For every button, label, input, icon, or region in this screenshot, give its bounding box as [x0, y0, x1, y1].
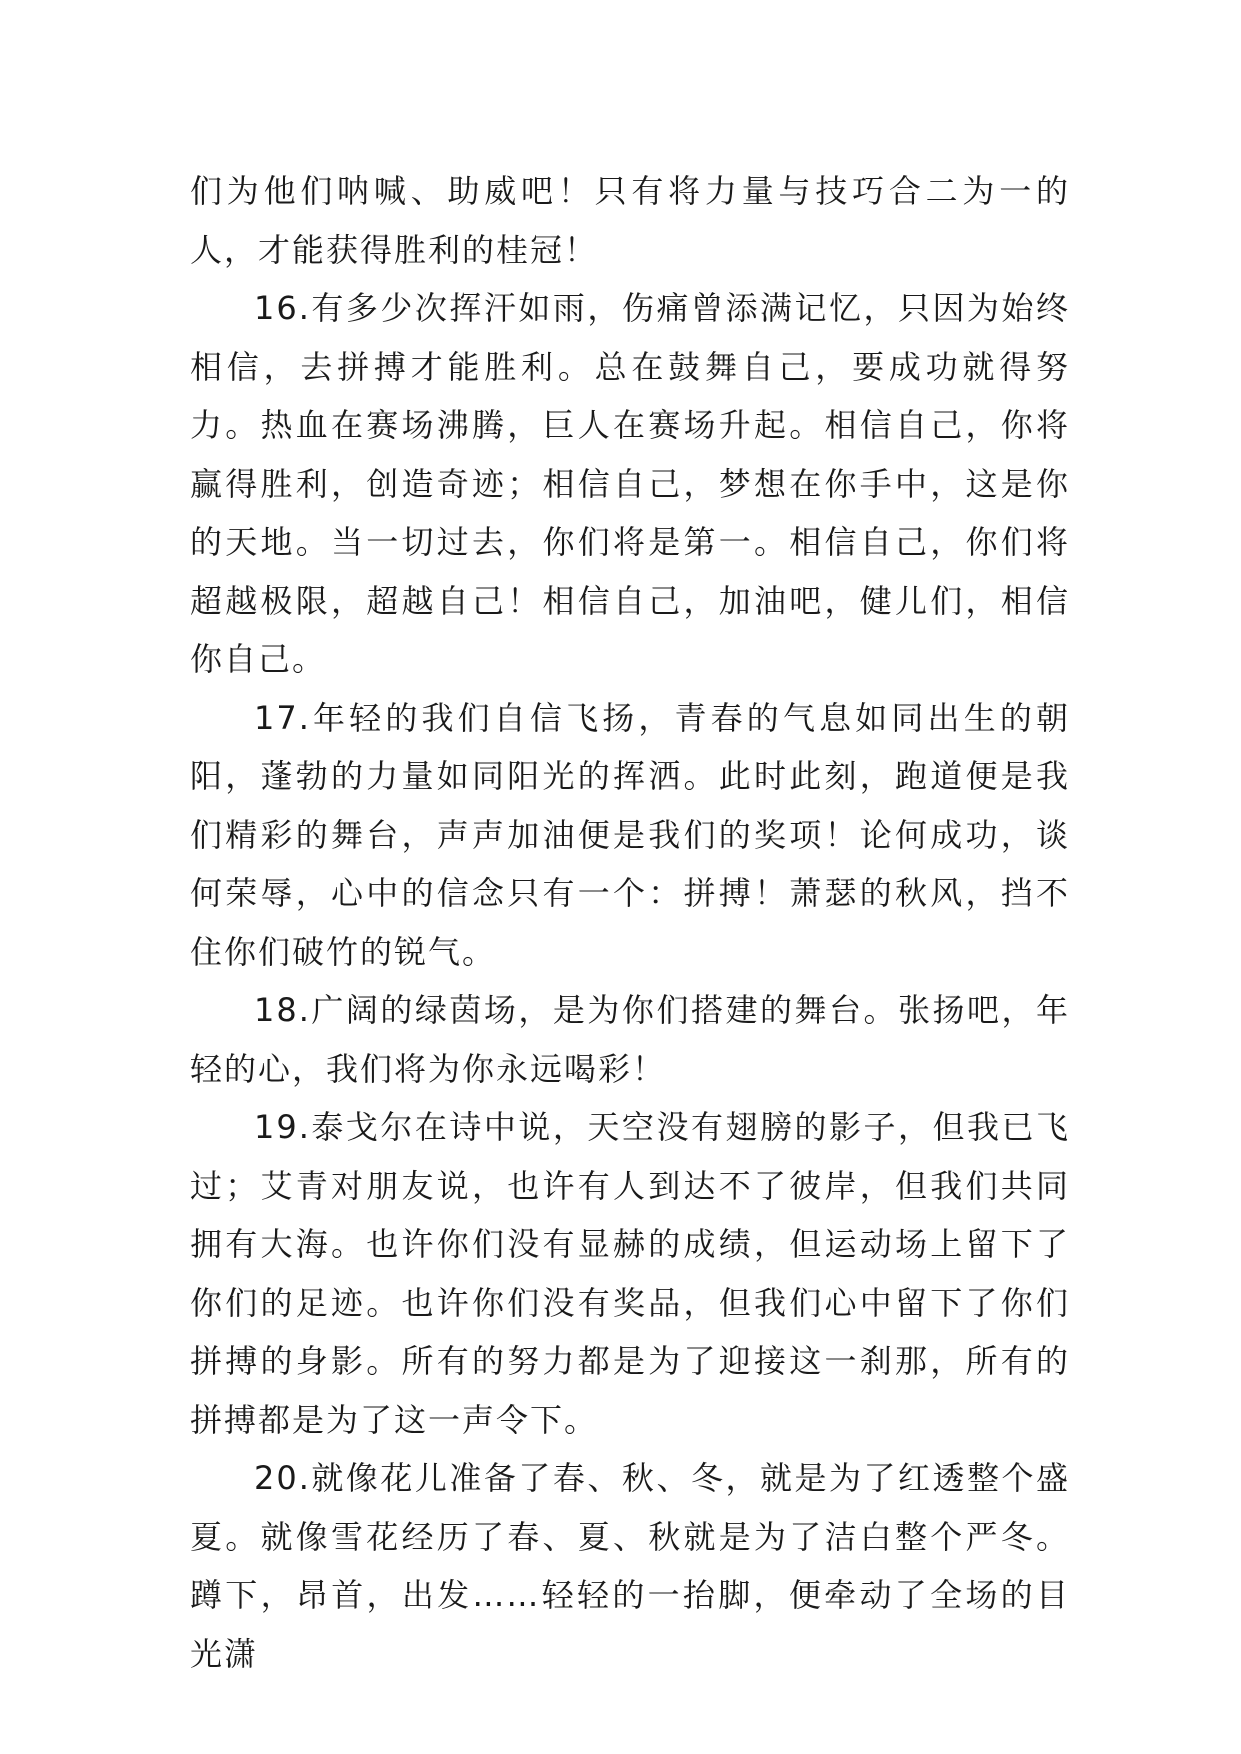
paragraph-17: 17.年轻的我们自信飞扬，青春的气息如同出生的朝阳，蓬勃的力量如同阳光的挥洒。此时此刻，跑道便是我们精彩的舞台，声声加油便是我们的奖项！论何成功，谈何荣辱，心中的信念只有一个：拼搏！萧瑟的秋风，挡不住你们破竹的锐气。: [190, 698, 1070, 971]
paragraph-19: 19.泰戈尔在诗中说，天空没有翅膀的影子，但我已飞过；艾青对朋友说，也许有人到达不了彼岸，但我们共同拥有大海。也许你们没有显赫的成绩，但运动场上留下了你们的足迹。也许你们没有奖品，但我们心中留下了你们拼搏的身影。所有的努力都是为了迎接这一刹那，所有的拼搏都是为了这一声令下。: [190, 1108, 1070, 1439]
paragraph-16: 16.有多少次挥汗如雨，伤痛曾添满记忆，只因为始终相信，去拼搏才能胜利。总在鼓舞自己，要成功就得努力。热血在赛场沸腾，巨人在赛场升起。相信自己，你将赢得胜利，创造奇迹；相信自己，梦想在你手中，这是你的天地。当一切过去，你们将是第一。相信自己，你们将超越极限，超越自己！相信自己，加油吧，健儿们，相信你自己。: [190, 289, 1070, 678]
paragraph-20: 20.就像花儿准备了春、秋、冬，就是为了红透整个盛夏。就像雪花经历了春、夏、秋就是为了洁白整个严冬。蹲下，昂首，出发……轻轻的一抬脚，便牵动了全场的目光潇: [190, 1459, 1070, 1673]
paragraph-18: 18.广阔的绿茵场，是为你们搭建的舞台。张扬吧，年轻的心，我们将为你永远喝彩！: [190, 991, 1070, 1088]
paragraph-continuation: 们为他们呐喊、助威吧！只有将力量与技巧合二为一的人，才能获得胜利的桂冠！: [190, 172, 1070, 269]
document-body: [190, 162, 1070, 1683]
